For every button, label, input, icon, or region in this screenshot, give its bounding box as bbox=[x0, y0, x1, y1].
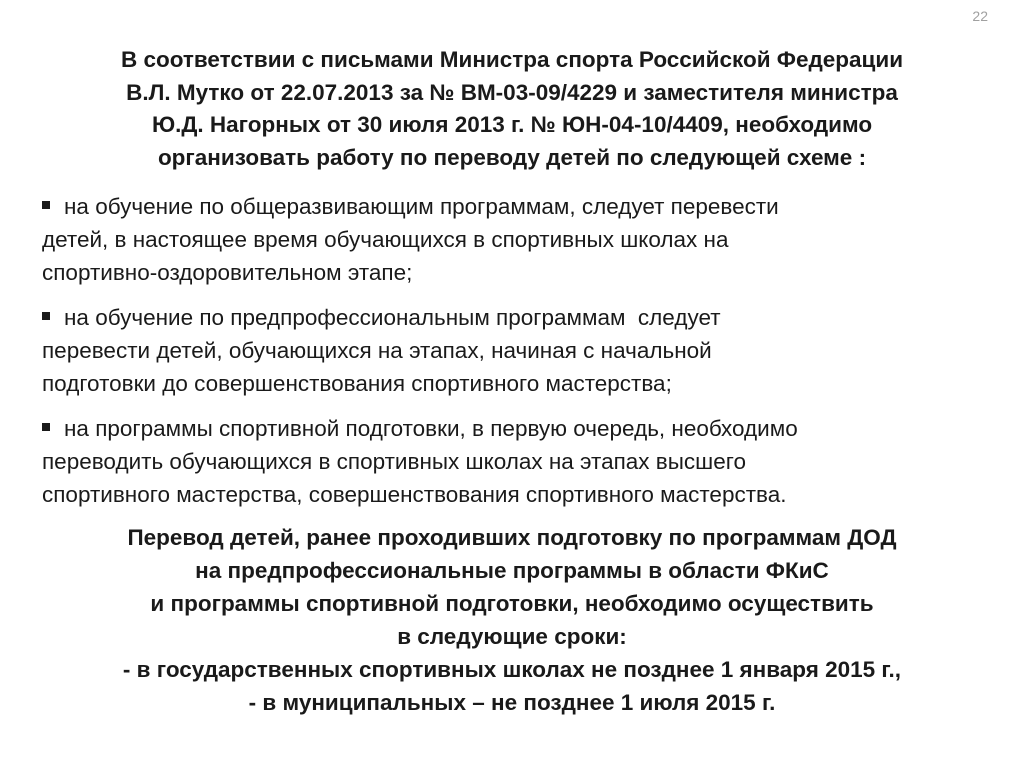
bullet-line: спортивно-оздоровительном этапе; bbox=[42, 260, 413, 285]
conclusion-line: на предпрофессиональные программы в области ФКиС bbox=[195, 558, 829, 583]
bullet-line: переводить обучающихся в спортивных школах на этапах высшего bbox=[42, 449, 746, 474]
square-bullet-icon bbox=[42, 423, 50, 431]
square-bullet-icon bbox=[42, 201, 50, 209]
conclusion-line: Перевод детей, ранее проходивших подготовку по программам ДОД bbox=[127, 525, 897, 550]
bullet-line: подготовки до совершенствования спортивного мастерства; bbox=[42, 371, 672, 396]
intro-line: Ю.Д. Нагорных от 30 июля 2013 г. № ЮН-04-10/4409, необходимо bbox=[151, 112, 873, 137]
bullet-item bbox=[42, 190, 992, 289]
bullet-line: детей, в настоящее время обучающихся в спортивных школах на bbox=[42, 227, 729, 252]
bullet-item bbox=[42, 412, 992, 511]
conclusion-line: в следующие сроки: bbox=[397, 624, 627, 649]
bullet-line: на обучение по предпрофессиональным программам следует bbox=[64, 305, 721, 330]
intro-line: В соответствии с письмами Министра спорта Российской Федерации bbox=[120, 47, 904, 72]
bullet-item bbox=[42, 301, 992, 400]
bullet-line: спортивного мастерства, совершенствования спортивного мастерства. bbox=[42, 482, 787, 507]
conclusion-line: - в муниципальных – не позднее 1 июля 2015 г. bbox=[248, 690, 776, 715]
bullet-list bbox=[42, 190, 992, 523]
intro-line: В.Л. Мутко от 22.07.2013 за № ВМ-03-09/4229 и заместителя министра bbox=[126, 79, 898, 105]
conclusion-line: и программы спортивной подготовки, необходимо осуществить bbox=[150, 591, 874, 616]
slide-number: 22 bbox=[972, 8, 988, 24]
square-bullet-icon bbox=[42, 312, 50, 320]
bullet-line: перевести детей, обучающихся на этапах, начиная с начальной bbox=[42, 338, 712, 363]
intro-line: организовать работу по переводу детей по следующей схеме : bbox=[157, 144, 867, 170]
bullet-line: на программы спортивной подготовки, в первую очередь, необходимо bbox=[64, 416, 798, 441]
conclusion-line: - в государственных спортивных школах не позднее 1 января 2015 г., bbox=[122, 657, 902, 682]
bullet-line: на обучение по общеразвивающим программам, следует перевести bbox=[64, 194, 779, 219]
intro-paragraph bbox=[30, 44, 994, 174]
conclusion-paragraph bbox=[30, 521, 994, 719]
